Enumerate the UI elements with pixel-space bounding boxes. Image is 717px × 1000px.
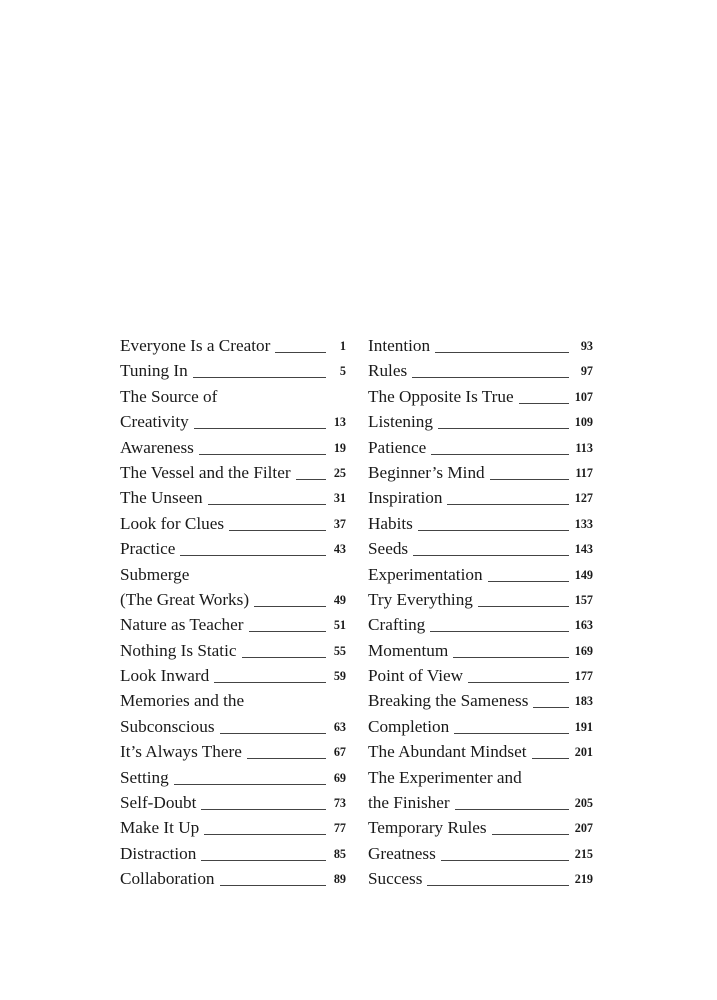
toc-entry	[368, 384, 593, 409]
toc-entry-page-number: 63	[329, 714, 346, 741]
toc-entry-page-number: 49	[329, 587, 346, 614]
toc-entry-title: Make It Up	[120, 815, 204, 840]
toc-entry-title: (The Great Works)	[120, 587, 254, 612]
toc-entry-title: Setting	[120, 765, 174, 790]
toc-entry-title: The Source of	[120, 384, 222, 409]
toc-entry	[120, 511, 346, 536]
toc-entry-title: The Vessel and the Filter	[120, 460, 296, 485]
toc-entry	[120, 714, 346, 739]
table-of-contents	[0, 333, 717, 903]
toc-entry-page-number: 107	[570, 384, 593, 411]
toc-entry-page-number: 201	[570, 739, 593, 766]
toc-entry-title: the Finisher	[368, 790, 455, 815]
toc-entry	[368, 435, 593, 460]
toc-entry	[120, 739, 346, 764]
toc-entry	[120, 587, 346, 612]
toc-entry-title: Distraction	[120, 841, 201, 866]
toc-entry-title: Breaking the Sameness	[368, 688, 533, 713]
toc-entry-title: Point of View	[368, 663, 468, 688]
toc-entry-page-number: 77	[329, 815, 346, 842]
toc-entry	[368, 511, 593, 536]
toc-column-left	[120, 333, 346, 892]
toc-entry-title: Patience	[368, 435, 431, 460]
toc-entry	[120, 612, 346, 637]
toc-entry	[120, 638, 346, 663]
toc-entry-page-number: 177	[570, 663, 593, 690]
toc-entry-page-number: 5	[335, 358, 346, 385]
toc-entry-title: Practice	[120, 536, 180, 561]
toc-entry	[120, 765, 346, 790]
toc-entry	[120, 790, 346, 815]
toc-entry-title: Habits	[368, 511, 418, 536]
toc-entry	[368, 358, 593, 383]
toc-entry-title: It’s Always There	[120, 739, 247, 764]
toc-entry-page-number: 149	[570, 562, 593, 589]
toc-entry-title: Temporary Rules	[368, 815, 492, 840]
toc-entry	[368, 333, 593, 358]
toc-entry-title: Crafting	[368, 612, 430, 637]
toc-entry	[368, 739, 593, 764]
toc-entry-page-number: 67	[329, 739, 346, 766]
toc-entry-title: Creativity	[120, 409, 194, 434]
toc-entry-page-number: 133	[570, 511, 593, 538]
toc-entry-page-number: 13	[329, 409, 346, 436]
toc-entry	[120, 409, 346, 434]
toc-entry-page-number: 215	[570, 841, 593, 868]
toc-entry-page-number: 157	[570, 587, 593, 614]
toc-entry-title: Success	[368, 866, 427, 891]
toc-entry-title: Experimentation	[368, 562, 488, 587]
toc-entry-page-number: 169	[570, 638, 593, 665]
toc-entry-title: Tuning In	[120, 358, 193, 383]
toc-entry-page-number: 19	[329, 435, 346, 462]
toc-entry	[368, 765, 593, 790]
toc-entry	[120, 358, 346, 383]
toc-entry	[120, 536, 346, 561]
toc-entry-title: Self-Doubt	[120, 790, 201, 815]
toc-entry	[368, 460, 593, 485]
toc-entry-page-number: 31	[329, 485, 346, 512]
toc-entry-page-number: 191	[570, 714, 593, 741]
toc-entry-title: Rules	[368, 358, 412, 383]
toc-entry-title: Completion	[368, 714, 454, 739]
toc-entry	[120, 562, 346, 587]
toc-entry-page-number: 25	[329, 460, 346, 487]
toc-entry-title: Listening	[368, 409, 438, 434]
toc-entry	[368, 841, 593, 866]
toc-entry-page-number: 59	[329, 663, 346, 690]
toc-entry	[120, 815, 346, 840]
toc-entry-page-number: 163	[570, 612, 593, 639]
toc-entry-page-number: 97	[576, 358, 593, 385]
toc-entry	[120, 866, 346, 891]
toc-entry-title: Nothing Is Static	[120, 638, 242, 663]
toc-entry	[368, 638, 593, 663]
toc-entry-title: Inspiration	[368, 485, 447, 510]
toc-entry	[368, 688, 593, 713]
toc-entry-page-number: 89	[329, 866, 346, 893]
toc-entry-page-number: 55	[329, 638, 346, 665]
toc-entry-title: Seeds	[368, 536, 413, 561]
toc-entry	[120, 663, 346, 688]
toc-entry-page-number: 219	[570, 866, 593, 893]
toc-entry-page-number: 37	[329, 511, 346, 538]
toc-entry	[368, 714, 593, 739]
toc-entry-title: The Experimenter and	[368, 765, 527, 790]
toc-entry-title: Momentum	[368, 638, 453, 663]
toc-entry	[368, 663, 593, 688]
toc-entry-page-number: 69	[329, 765, 346, 792]
toc-entry	[120, 485, 346, 510]
toc-entry	[120, 841, 346, 866]
toc-entry-page-number: 1	[335, 333, 346, 360]
toc-entry-title: Nature as Teacher	[120, 612, 249, 637]
toc-entry	[368, 587, 593, 612]
toc-entry-title: Collaboration	[120, 866, 220, 891]
toc-entry-page-number: 109	[570, 409, 593, 436]
toc-entry-title: Look Inward	[120, 663, 214, 688]
toc-entry	[368, 485, 593, 510]
toc-entry-title: Everyone Is a Creator	[120, 333, 275, 358]
toc-entry	[368, 866, 593, 891]
toc-entry-title: Memories and the	[120, 688, 249, 713]
toc-entry-title: Subconscious	[120, 714, 220, 739]
toc-entry-page-number: 183	[570, 688, 593, 715]
toc-entry-page-number: 113	[570, 435, 593, 462]
toc-entry	[368, 536, 593, 561]
toc-entry	[368, 562, 593, 587]
toc-entry	[368, 612, 593, 637]
toc-entry-page-number: 117	[570, 460, 593, 487]
toc-entry-page-number: 43	[329, 536, 346, 563]
toc-entry-title: Greatness	[368, 841, 441, 866]
toc-entry-title: The Opposite Is True	[368, 384, 519, 409]
toc-entry	[368, 409, 593, 434]
toc-entry-title: The Abundant Mindset	[368, 739, 532, 764]
toc-entry-title: The Unseen	[120, 485, 208, 510]
toc-entry	[368, 790, 593, 815]
toc-entry-title: Look for Clues	[120, 511, 229, 536]
toc-entry-title: Submerge	[120, 562, 194, 587]
toc-entry	[368, 815, 593, 840]
toc-entry-title: Try Everything	[368, 587, 478, 612]
toc-column-right	[368, 333, 593, 892]
toc-entry-page-number: 73	[329, 790, 346, 817]
toc-entry	[120, 384, 346, 409]
toc-entry-title: Beginner’s Mind	[368, 460, 490, 485]
toc-entry-page-number: 205	[570, 790, 593, 817]
toc-entry	[120, 333, 346, 358]
toc-entry-page-number: 207	[570, 815, 593, 842]
toc-entry-page-number: 51	[329, 612, 346, 639]
toc-entry	[120, 460, 346, 485]
toc-entry-page-number: 85	[329, 841, 346, 868]
toc-entry-page-number: 143	[570, 536, 593, 563]
toc-entry	[120, 688, 346, 713]
toc-entry-title: Intention	[368, 333, 435, 358]
toc-entry-page-number: 127	[570, 485, 593, 512]
toc-entry	[120, 435, 346, 460]
toc-entry-page-number: 93	[576, 333, 593, 360]
toc-entry-title: Awareness	[120, 435, 199, 460]
